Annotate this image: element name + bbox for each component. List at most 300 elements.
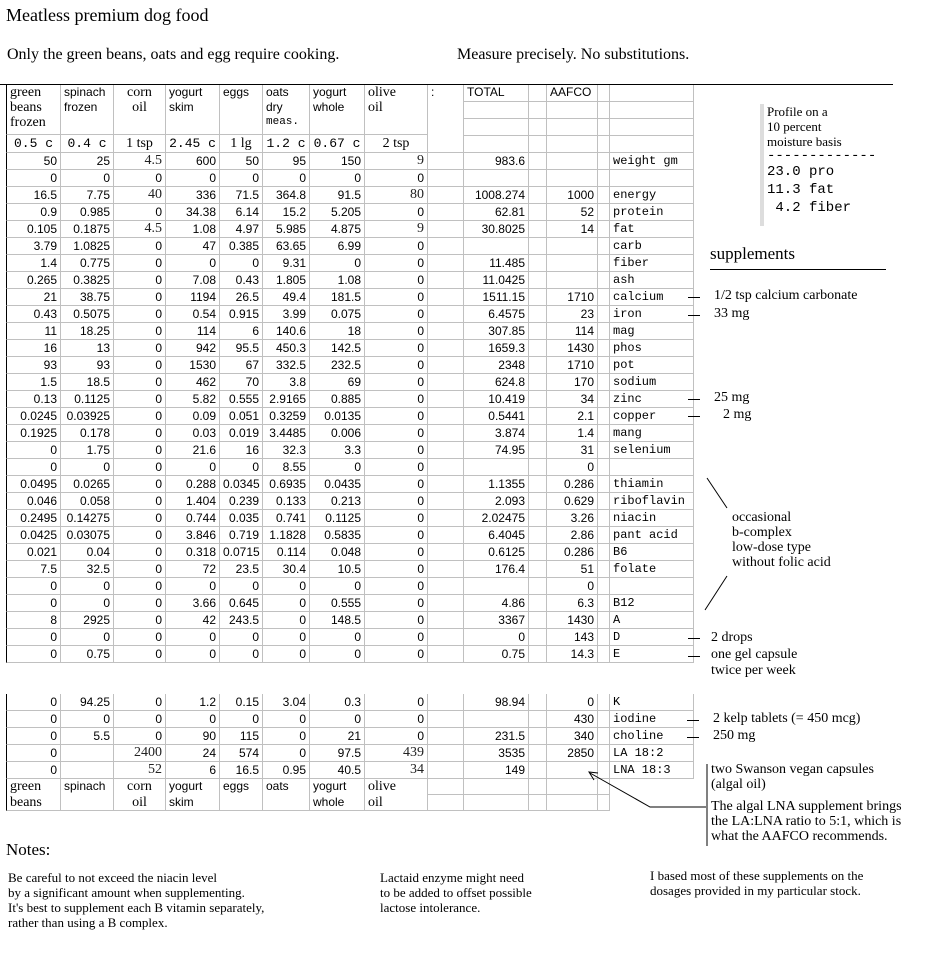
nutrient-total: 983.6 xyxy=(464,153,529,170)
nutrient-total: 1.1355 xyxy=(464,476,529,493)
nutrient-value: 0 xyxy=(114,374,166,391)
nutrient-value: 0 xyxy=(114,425,166,442)
nutrient-value: 114 xyxy=(166,323,220,340)
ingredient-name-line: oil xyxy=(368,100,383,115)
aafco-value: 1710 xyxy=(547,357,598,374)
nutrient-value: 0 xyxy=(114,204,166,221)
nutrient-value: 3.3 xyxy=(310,442,365,459)
note-line: by a significant amount when supplementing. xyxy=(8,885,245,900)
ingredient-name-line: green xyxy=(10,85,42,100)
note-line: lactose intolerance. xyxy=(380,900,481,915)
nutrient-value: 0.048 xyxy=(310,544,365,561)
nutrient-value: 0.0425 xyxy=(6,527,61,544)
nutrient-value: 67 xyxy=(220,357,263,374)
nutrient-value: 450.3 xyxy=(263,340,310,357)
nutrient-value: 462 xyxy=(166,374,220,391)
aafco-value: 31 xyxy=(547,442,598,459)
ingredient-footer-name: yogurt xyxy=(166,779,220,795)
nutrient-value: 0.1875 xyxy=(61,221,114,238)
note-line: Be careful to not exceed the niacin level xyxy=(8,870,217,885)
ingredient-footer-name: corn xyxy=(114,779,166,795)
nutrient-label: iron xyxy=(610,306,694,323)
note-line: Lactaid enzyme might need xyxy=(380,870,525,885)
nutrient-value: 63.65 xyxy=(263,238,310,255)
nutrient-total: 6.4045 xyxy=(464,527,529,544)
nutrient-value: 7.5 xyxy=(6,561,61,578)
nutrient-total: 4.86 xyxy=(464,595,529,612)
nutrient-value: 0 xyxy=(114,612,166,629)
nutrient-value: 5.985 xyxy=(263,221,310,238)
nutrient-value: 1.75 xyxy=(61,442,114,459)
nutrient-label: E xyxy=(610,646,694,663)
ingredient-footer-name: olive xyxy=(365,779,428,795)
profile-rule: ------------- xyxy=(767,148,877,164)
nutrient-value: 0 xyxy=(6,728,61,745)
choline-supplement: 250 mg xyxy=(713,728,756,743)
nutrient-value: 13 xyxy=(61,340,114,357)
ingredient-footer-name: yogurt xyxy=(310,779,365,795)
nutrient-value: 0 xyxy=(365,340,428,357)
nutrient-total: 62.81 xyxy=(464,204,529,221)
nutrient-value: 0.019 xyxy=(220,425,263,442)
nutrient-value: 1.1828 xyxy=(263,527,310,544)
nutrient-label: thiamin xyxy=(610,476,694,493)
nutrient-value: 0.03 xyxy=(166,425,220,442)
nutrient-total: 0.5441 xyxy=(464,408,529,425)
nutrient-value: 0 xyxy=(114,476,166,493)
nutrient-total: 3.874 xyxy=(464,425,529,442)
nutrient-value: 0.021 xyxy=(6,544,61,561)
ingredient-name-line: olive xyxy=(368,85,396,100)
nutrient-value: 80 xyxy=(365,187,428,204)
nutrient-value: 0 xyxy=(263,170,310,187)
nutrient-value: 0.105 xyxy=(6,221,61,238)
nutrient-total: 30.8025 xyxy=(464,221,529,238)
nutrient-total: 0.75 xyxy=(464,646,529,663)
aafco-value: 0 xyxy=(547,694,598,711)
ingredient-footer-name: oil xyxy=(114,795,166,811)
nutrient-value: 0 xyxy=(6,629,61,646)
nutrient-total: 149 xyxy=(464,762,529,779)
nutrient-label: calcium xyxy=(610,289,694,306)
nutrient-label: folate xyxy=(610,561,694,578)
aafco-value: 1430 xyxy=(547,612,598,629)
aafco-value: 430 xyxy=(547,711,598,728)
nutrient-value: 0.985 xyxy=(61,204,114,221)
nutrient-label: mag xyxy=(610,323,694,340)
nutrient-value: 0 xyxy=(114,459,166,476)
aafco-header: AAFCO xyxy=(547,85,598,102)
nutrient-value: 0.744 xyxy=(166,510,220,527)
nutrient-value: 0.288 xyxy=(166,476,220,493)
nutrient-value: 0.0435 xyxy=(310,476,365,493)
nutrient-value: 0.3259 xyxy=(263,408,310,425)
nutrient-value: 0.046 xyxy=(6,493,61,510)
nutrient-value: 16 xyxy=(220,442,263,459)
nutrient-value: 0.43 xyxy=(220,272,263,289)
nutrient-label: K xyxy=(610,694,694,711)
nutrient-value: 0.555 xyxy=(310,595,365,612)
nutrient-value: 0 xyxy=(365,493,428,510)
ingredient-quantity: 0.4 c xyxy=(61,135,114,153)
nutrient-value: 0 xyxy=(310,711,365,728)
iodine-supplement: 2 kelp tablets (= 450 mcg) xyxy=(713,711,861,726)
nutrient-value: 11 xyxy=(6,323,61,340)
connector-dash xyxy=(687,720,699,721)
nutrient-value: 0 xyxy=(114,170,166,187)
nutrient-value: 5.82 xyxy=(166,391,220,408)
nutrient-label: phos xyxy=(610,340,694,357)
nutrient-value: 0 xyxy=(365,255,428,272)
nutrient-value: 18.5 xyxy=(61,374,114,391)
nutrient-value: 336 xyxy=(166,187,220,204)
nutrient-value: 0 xyxy=(114,595,166,612)
nutrient-value: 0 xyxy=(114,728,166,745)
nutrient-value: 0 xyxy=(365,612,428,629)
nutrient-label: carb xyxy=(610,238,694,255)
nutrient-value: 70 xyxy=(220,374,263,391)
nutrient-value: 0.645 xyxy=(220,595,263,612)
nutrient-value: 0 xyxy=(6,745,61,762)
nutrient-value: 0 xyxy=(61,578,114,595)
lna-line: two Swanson vegan capsules xyxy=(711,762,874,777)
vitamin-e-line: one gel capsule xyxy=(711,647,798,662)
nutrient-label: weight gm xyxy=(610,153,694,170)
nutrient-value: 0.1925 xyxy=(6,425,61,442)
nutrient-value: 0 xyxy=(365,323,428,340)
nutrient-value: 15.2 xyxy=(263,204,310,221)
nutrient-value: 0 xyxy=(61,459,114,476)
nutrient-value: 0 xyxy=(114,357,166,374)
nutrient-value: 5.205 xyxy=(310,204,365,221)
profile-caption-line: 10 percent xyxy=(767,119,822,134)
nutrient-value: 332.5 xyxy=(263,357,310,374)
aafco-value: 0.629 xyxy=(547,493,598,510)
nutrient-value: 0.265 xyxy=(6,272,61,289)
nutrient-value: 0 xyxy=(166,578,220,595)
nutrient-value: 439 xyxy=(365,745,428,762)
nutrient-value: 0 xyxy=(263,595,310,612)
nutrient-value: 0 xyxy=(6,459,61,476)
nutrient-value: 3.66 xyxy=(166,595,220,612)
nutrient-value: 6 xyxy=(166,762,220,779)
nutrient-value: 95 xyxy=(263,153,310,170)
nutrient-value: 0 xyxy=(114,544,166,561)
nutrient-value: 3.04 xyxy=(263,694,310,711)
aafco-value: 14.3 xyxy=(547,646,598,663)
nutrient-value: 93 xyxy=(6,357,61,374)
nutrient-label: iodine xyxy=(610,711,694,728)
nutrient-value: 3.846 xyxy=(166,527,220,544)
nutrient-value: 0 xyxy=(114,578,166,595)
nutrient-value: 52 xyxy=(114,762,166,779)
nutrient-value: 0.178 xyxy=(61,425,114,442)
nutrient-value: 0 xyxy=(61,711,114,728)
nutrient-value: 0 xyxy=(166,459,220,476)
nutrient-value: 9.31 xyxy=(263,255,310,272)
nutrient-value: 7.08 xyxy=(166,272,220,289)
nutrient-value: 0 xyxy=(6,694,61,711)
profile-caption-line: moisture basis xyxy=(767,134,842,149)
ingredient-quantity: 0.5 c xyxy=(6,135,61,153)
vitamin-e-supplement xyxy=(711,647,797,679)
nutrient-value: 0 xyxy=(114,391,166,408)
ingredient-quantity: 0.67 c xyxy=(310,135,365,153)
ingredient-name-line: oats xyxy=(266,85,289,99)
nutrient-value: 2.9165 xyxy=(263,391,310,408)
nutrient-value: 91.5 xyxy=(310,187,365,204)
notes-heading: Notes: xyxy=(6,840,51,859)
nutrient-value: 0 xyxy=(114,272,166,289)
nutrient-value: 0 xyxy=(310,170,365,187)
ingredient-footer-name: eggs xyxy=(220,779,263,795)
nutrient-value: 47 xyxy=(166,238,220,255)
nutrient-value: 26.5 xyxy=(220,289,263,306)
nutrient-value: 0 xyxy=(114,238,166,255)
nutrient-value: 574 xyxy=(220,745,263,762)
nutrient-total: 231.5 xyxy=(464,728,529,745)
ingredient-footer-name: spinach xyxy=(61,779,114,795)
nutrient-value: 9 xyxy=(365,153,428,170)
aafco-value: 143 xyxy=(547,629,598,646)
nutrient-value: 0 xyxy=(365,442,428,459)
nutrient-value: 18 xyxy=(310,323,365,340)
ingredient-quantity: 2 tsp xyxy=(365,135,428,153)
lna-ratio-note xyxy=(711,799,902,844)
nutrient-value: 0 xyxy=(114,442,166,459)
nutrient-value: 40 xyxy=(114,187,166,204)
nutrient-value: 0.114 xyxy=(263,544,310,561)
ingredient-name-line: beans xyxy=(10,100,42,115)
nutrient-value: 50 xyxy=(6,153,61,170)
nutrient-value: 40.5 xyxy=(310,762,365,779)
nutrient-value: 0.915 xyxy=(220,306,263,323)
nutrient-value: 0 xyxy=(6,578,61,595)
nutrient-value: 0 xyxy=(365,646,428,663)
page-title: Meatless premium dog food xyxy=(6,5,209,25)
nutrient-value: 0 xyxy=(166,646,220,663)
nutrient-value: 24 xyxy=(166,745,220,762)
nutrient-value: 0.555 xyxy=(220,391,263,408)
nutrient-value: 0 xyxy=(365,561,428,578)
nutrient-value: 0 xyxy=(365,357,428,374)
nutrient-label: LNA 18:3 xyxy=(610,762,694,779)
note-dosages xyxy=(650,868,863,898)
nutrient-value: 0 xyxy=(365,272,428,289)
nutrient-value: 0 xyxy=(365,694,428,711)
nutrient-value: 93 xyxy=(61,357,114,374)
nutrient-value: 95.5 xyxy=(220,340,263,357)
b-complex-bracket-bottom xyxy=(705,576,727,610)
nutrient-label: zinc xyxy=(610,391,694,408)
nutrient-value: 0.239 xyxy=(220,493,263,510)
nutrient-value: 7.75 xyxy=(61,187,114,204)
nutrient-label: LA 18:2 xyxy=(610,745,694,762)
nutrient-value: 32.5 xyxy=(61,561,114,578)
nutrient-value: 0 xyxy=(114,323,166,340)
nutrient-label: mang xyxy=(610,425,694,442)
ingredient-footer-name: beans xyxy=(6,795,61,811)
ingredient-name-line: meas. xyxy=(266,116,300,128)
nutrient-value: 0.3 xyxy=(310,694,365,711)
nutrient-value: 0 xyxy=(365,595,428,612)
nutrient-value: 1.0825 xyxy=(61,238,114,255)
nutrient-value: 0 xyxy=(365,408,428,425)
nutrient-value: 1530 xyxy=(166,357,220,374)
nutrient-label: B6 xyxy=(610,544,694,561)
nutrient-value: 0 xyxy=(365,425,428,442)
aafco-value: 6.3 xyxy=(547,595,598,612)
nutrient-value: 0 xyxy=(263,578,310,595)
nutrient-value: 0 xyxy=(310,646,365,663)
nutrient-value: 25 xyxy=(61,153,114,170)
b-complex-line: low-dose type xyxy=(732,540,811,555)
nutrient-value: 0.0345 xyxy=(220,476,263,493)
nutrient-value: 0 xyxy=(220,170,263,187)
nutrient-total: 0 xyxy=(464,629,529,646)
b-complex-bracket-top xyxy=(707,478,727,508)
nutrient-value: 0 xyxy=(6,442,61,459)
ingredient-name-line: skim xyxy=(169,100,194,114)
nutrient-value: 1194 xyxy=(166,289,220,306)
nutrient-value: 140.6 xyxy=(263,323,310,340)
ingredient-name-line: eggs xyxy=(223,85,250,99)
nutrient-value: 0 xyxy=(114,340,166,357)
nutrient-value: 2400 xyxy=(114,745,166,762)
nutrient-value: 72 xyxy=(166,561,220,578)
nutrient-label: niacin xyxy=(610,510,694,527)
nutrient-value: 0.0495 xyxy=(6,476,61,493)
nutrient-value: 0.035 xyxy=(220,510,263,527)
zinc-supplement: 25 mg xyxy=(714,390,750,405)
nutrient-label: selenium xyxy=(610,442,694,459)
nutrient-value: 0.03925 xyxy=(61,408,114,425)
nutrient-label: choline xyxy=(610,728,694,745)
nutrient-value: 0 xyxy=(220,711,263,728)
nutrient-value: 0.0715 xyxy=(220,544,263,561)
ingredient-quantity: 1.2 c xyxy=(263,135,310,153)
nutrient-value: 0 xyxy=(365,289,428,306)
nutrient-value: 0.075 xyxy=(310,306,365,323)
profile-protein: 23.0 pro xyxy=(767,164,835,180)
nutrient-value: 0.3825 xyxy=(61,272,114,289)
nutrient-total: 3535 xyxy=(464,745,529,762)
nutrient-value: 0 xyxy=(310,578,365,595)
nutrient-total: 6.4575 xyxy=(464,306,529,323)
nutrient-value: 148.5 xyxy=(310,612,365,629)
nutrient-value: 0 xyxy=(220,578,263,595)
calcium-supplement: 1/2 tsp calcium carbonate xyxy=(714,288,858,303)
nutrient-value: 0 xyxy=(166,170,220,187)
nutrient-label: B12 xyxy=(610,595,694,612)
nutrient-value: 0 xyxy=(220,255,263,272)
nutrient-value: 4.5 xyxy=(114,153,166,170)
nutrient-value: 0 xyxy=(263,629,310,646)
aafco-value: 170 xyxy=(547,374,598,391)
aafco-value: 0.286 xyxy=(547,544,598,561)
b-complex-line: without folic acid xyxy=(732,555,831,570)
aafco-value: 2.1 xyxy=(547,408,598,425)
aafco-value: 51 xyxy=(547,561,598,578)
nutrient-value: 0.1125 xyxy=(61,391,114,408)
nutrient-value: 0 xyxy=(114,711,166,728)
ingredient-name-line: yogurt xyxy=(313,85,347,99)
lna-note-line: the LA:LNA ratio to 5:1, which is xyxy=(711,814,902,829)
note-niacin xyxy=(8,870,264,930)
ingredient-name-line: spinach xyxy=(64,85,106,99)
nutrient-total: 624.8 xyxy=(464,374,529,391)
nutrient-value: 23.5 xyxy=(220,561,263,578)
connector-dash xyxy=(687,737,699,738)
nutrient-value: 0 xyxy=(114,646,166,663)
nutrient-value: 0 xyxy=(6,646,61,663)
nutrient-value: 0.213 xyxy=(310,493,365,510)
nutrient-total: 3367 xyxy=(464,612,529,629)
ingredient-quantity: 2.45 c xyxy=(166,135,220,153)
nutrient-value: 0 xyxy=(365,527,428,544)
vitamin-d-supplement: 2 drops xyxy=(711,630,753,645)
nutrient-value: 0 xyxy=(220,646,263,663)
nutrient-value: 10.5 xyxy=(310,561,365,578)
nutrient-value: 0 xyxy=(365,204,428,221)
nutrient-value: 0 xyxy=(365,544,428,561)
nutrient-value: 600 xyxy=(166,153,220,170)
nutrient-total: 98.94 xyxy=(464,694,529,711)
ingredient-footer-name: skim xyxy=(166,795,220,811)
nutrient-value: 0.5075 xyxy=(61,306,114,323)
nutrient-value: 0 xyxy=(114,408,166,425)
nutrient-value: 0 xyxy=(365,728,428,745)
colon-header: : xyxy=(428,85,464,153)
lna-note-line: The algal LNA supplement brings xyxy=(711,799,902,814)
nutrient-value: 0.133 xyxy=(263,493,310,510)
nutrient-value: 0.15 xyxy=(220,694,263,711)
nutrient-value: 18.25 xyxy=(61,323,114,340)
nutrient-value: 0 xyxy=(365,391,428,408)
nutrient-label: ash xyxy=(610,272,694,289)
aafco-value: 0 xyxy=(547,459,598,476)
aafco-value: 340 xyxy=(547,728,598,745)
nutrient-value: 0.051 xyxy=(220,408,263,425)
aafco-value: 1000 xyxy=(547,187,598,204)
nutrient-value: 0 xyxy=(365,459,428,476)
nutrient-value: 0 xyxy=(114,306,166,323)
nutrient-label: riboflavin xyxy=(610,493,694,510)
nutrient-value: 0 xyxy=(310,629,365,646)
nutrient-value: 0 xyxy=(6,595,61,612)
note-lactaid xyxy=(380,870,532,915)
aafco-value: 2.86 xyxy=(547,527,598,544)
nutrient-value: 6.99 xyxy=(310,238,365,255)
ingredient-name-line: frozen xyxy=(10,115,46,130)
nutrient-value: 0 xyxy=(61,170,114,187)
connector-dash xyxy=(688,656,700,657)
measuring-instruction: Measure precisely. No substitutions. xyxy=(457,46,690,63)
profile-fat: 11.3 fat xyxy=(767,182,835,198)
nutrient-value: 0 xyxy=(310,255,365,272)
nutrient-value: 142.5 xyxy=(310,340,365,357)
supplements-heading: supplements xyxy=(710,244,795,263)
note-line: to be added to offset possible xyxy=(380,885,532,900)
nutrient-label: pant acid xyxy=(610,527,694,544)
nutrient-value: 0.885 xyxy=(310,391,365,408)
nutrient-label: fiber xyxy=(610,255,694,272)
nutrient-total: 1659.3 xyxy=(464,340,529,357)
nutrient-value: 0.0135 xyxy=(310,408,365,425)
nutrient-value: 942 xyxy=(166,340,220,357)
aafco-value: 1710 xyxy=(547,289,598,306)
nutrient-value: 97.5 xyxy=(310,745,365,762)
